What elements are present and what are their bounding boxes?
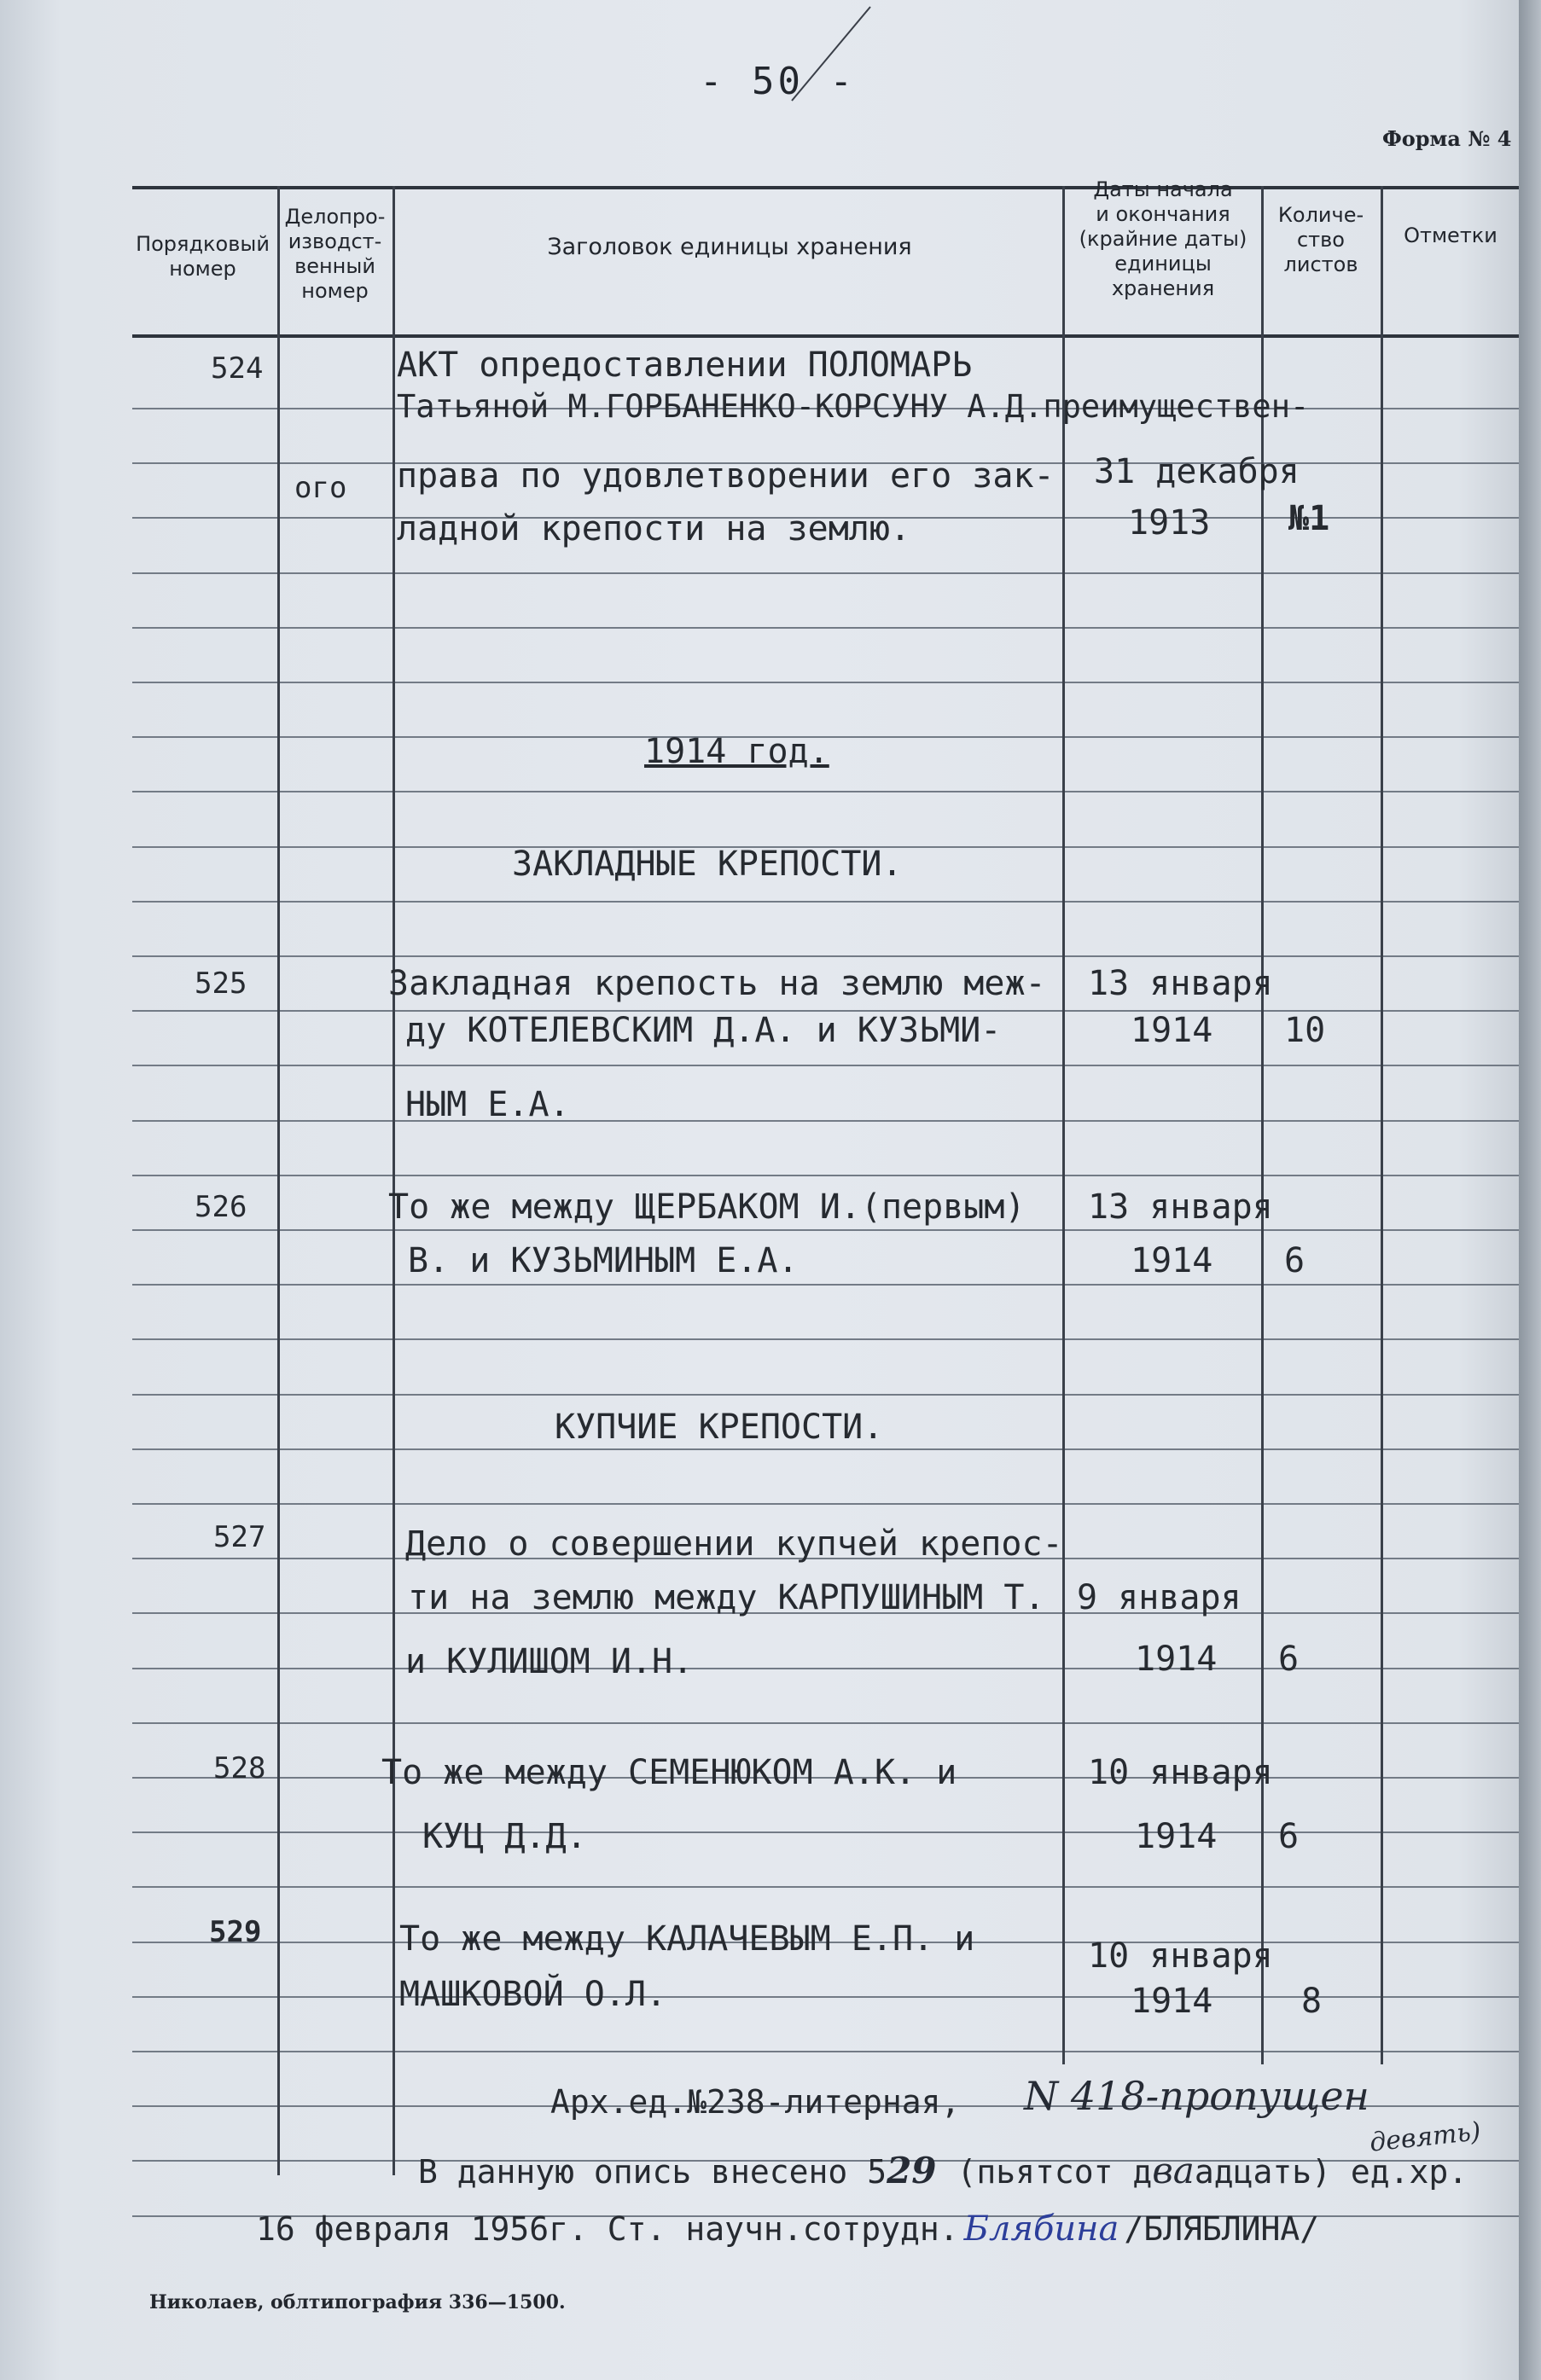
header-order-number: Порядковый номер	[136, 232, 270, 281]
archive-note-typed: Арх.ед.№238-литерная,	[550, 2083, 961, 2121]
entry-526-sheets: 6	[1284, 1241, 1305, 1280]
count-statement	[418, 2150, 1468, 2191]
signature-name: /БЛЯБЛИНА/	[1124, 2210, 1320, 2248]
ruled-line	[132, 1668, 1519, 1669]
ruled-line	[132, 1338, 1519, 1340]
ruled-line	[132, 1175, 1519, 1176]
ruled-line	[132, 1229, 1519, 1231]
entry-524-date-day: 31 декабря	[1094, 452, 1300, 491]
entry-527-title-line-3: и КУЛИШОМ И.Н.	[405, 1642, 694, 1681]
ruled-line	[132, 1503, 1519, 1505]
entry-524-number: 524	[211, 351, 264, 386]
pencil-mark	[768, 0, 879, 111]
count-handwritten-above: девять)	[1368, 2116, 1483, 2158]
ruled-line	[132, 1722, 1519, 1724]
entry-529-title-line-2: МАШКОВОЙ О.Л.	[399, 1975, 667, 2014]
entry-525-title-line-3: НЫМ Е.А.	[405, 1085, 570, 1124]
entry-526-date-day: 13 января	[1088, 1187, 1273, 1227]
entry-527-sheets: 6	[1278, 1640, 1300, 1679]
ruled-line	[132, 1284, 1519, 1286]
entry-529-title-line-1: То же между КАЛАЧЕВЫМ Е.П. и	[399, 1919, 975, 1959]
entry-524-sheets: №1	[1288, 499, 1330, 538]
header-title: Заголовок единицы хранения	[547, 234, 912, 260]
column-divider	[1062, 186, 1065, 2064]
ruled-line	[132, 955, 1519, 957]
entry-528-number: 528	[213, 1751, 266, 1785]
entry-526-number: 526	[195, 1190, 247, 1224]
ruled-line	[132, 572, 1519, 574]
count-statement-part-1: В данную опись внесено 5	[418, 2153, 887, 2191]
ruled-line	[132, 1886, 1519, 1888]
entry-524-title-line-3: права по удовлетворении его зак-	[397, 456, 1055, 496]
entry-528-date-year: 1914	[1135, 1817, 1218, 1856]
entry-528-title-line-2: КУЦ Д.Д.	[422, 1817, 587, 1856]
section-year-heading: 1914 год.	[644, 732, 829, 771]
ruled-line	[132, 2051, 1519, 2052]
entry-527-title-line-2: ти на землю между КАРПУШИНЫМ Т.	[408, 1578, 1045, 1617]
ruled-line	[132, 627, 1519, 629]
entry-529-date-day: 10 января	[1088, 1936, 1273, 1976]
column-divider	[1381, 186, 1383, 2064]
entry-524-title-line-2: Татьяной М.ГОРБАНЕНКО-КОРСУНУ А.Д.преимуществен-	[397, 388, 1310, 425]
form-label: Форма № 4	[1382, 126, 1512, 151]
ruled-line	[132, 682, 1519, 683]
entry-528-title-line-1: То же между СЕМЕНЮКОМ А.К. и	[381, 1753, 957, 1792]
page-edge	[1519, 0, 1541, 2380]
column-divider	[393, 186, 395, 2175]
entry-527-date-year: 1914	[1135, 1640, 1218, 1679]
section-mortgage-heading: ЗАКЛАДНЫЕ КРЕПОСТИ.	[512, 845, 903, 884]
entry-525-title-line-2: ду КОТЕЛЕВСКИМ Д.А. и КУЗЬМИ-	[405, 1011, 1002, 1050]
entry-525-date-day: 13 января	[1088, 964, 1273, 1003]
entry-527-number: 527	[213, 1520, 266, 1554]
header-bottom-rule	[132, 334, 1519, 338]
entry-529-date-year: 1914	[1131, 1982, 1213, 2021]
entry-525-title-line-1: Закладная крепость на землю меж-	[388, 964, 1046, 1003]
section-purchase-heading: КУПЧИЕ КРЕПОСТИ.	[555, 1408, 884, 1447]
entry-526-title-line-1: То же между ЩЕРБАКОМ И.(первым)	[388, 1187, 1026, 1227]
entry-528-sheets: 6	[1278, 1817, 1300, 1856]
count-statement-part-2: (пьятсот д	[957, 2153, 1153, 2191]
entry-529-number: 529	[209, 1915, 262, 1949]
printer-footer: Николаев, облтипография 336—1500.	[149, 2291, 566, 2313]
ruled-line	[132, 1831, 1519, 1833]
page-number: - 50 -	[700, 60, 856, 103]
column-divider	[277, 186, 280, 2175]
entry-525-sheets: 10	[1284, 1011, 1326, 1050]
header-sheets: Количе- ство листов	[1277, 203, 1364, 276]
ruled-line	[132, 1394, 1519, 1396]
entry-526-title-line-2: В. и КУЗЬМИНЫМ Е.А.	[408, 1241, 799, 1280]
entry-527-date-day: 9 января	[1077, 1578, 1242, 1617]
signature-handwritten: Блябина	[963, 2209, 1119, 2249]
entry-524-office-number: ого	[294, 471, 347, 505]
count-handwritten-word: ва	[1152, 2150, 1195, 2191]
entry-527-title-line-1: Дело о совершении купчей крепос-	[405, 1524, 1063, 1564]
ruled-line	[132, 1120, 1519, 1122]
entry-524-title-line-1: АКТ опредоставлении ПОЛОМАРЬ	[397, 345, 973, 385]
entry-528-date-day: 10 января	[1088, 1753, 1273, 1792]
ruled-line	[132, 1448, 1519, 1450]
header-dates: Даты начала и окончания (крайние даты) единицы хранения	[1079, 177, 1247, 300]
signature-date-title: 16 февраля 1956г. Ст. научн.сотрудн.	[256, 2210, 959, 2248]
signature-line	[256, 2209, 1319, 2249]
count-statement-part-3: адцать) ед.хр.	[1194, 2153, 1468, 2191]
header-top-rule	[132, 186, 1519, 189]
ruled-line	[132, 791, 1519, 792]
entry-524-title-line-4: ладной крепости на землю.	[397, 509, 911, 549]
header-notes: Отметки	[1404, 223, 1497, 247]
archive-note-handwritten: N 418-пропущен	[1024, 2073, 1369, 2119]
header-office-number: Делопро- изводст- венный номер	[284, 205, 386, 303]
count-handwritten-number: 29	[887, 2150, 937, 2191]
ruled-line	[132, 1065, 1519, 1066]
ruled-line	[132, 901, 1519, 903]
entry-525-date-year: 1914	[1131, 1011, 1213, 1050]
entry-524-date-year: 1913	[1128, 503, 1211, 543]
entry-525-number: 525	[195, 967, 247, 1001]
entry-526-date-year: 1914	[1131, 1241, 1213, 1280]
entry-529-sheets: 8	[1301, 1982, 1323, 2021]
